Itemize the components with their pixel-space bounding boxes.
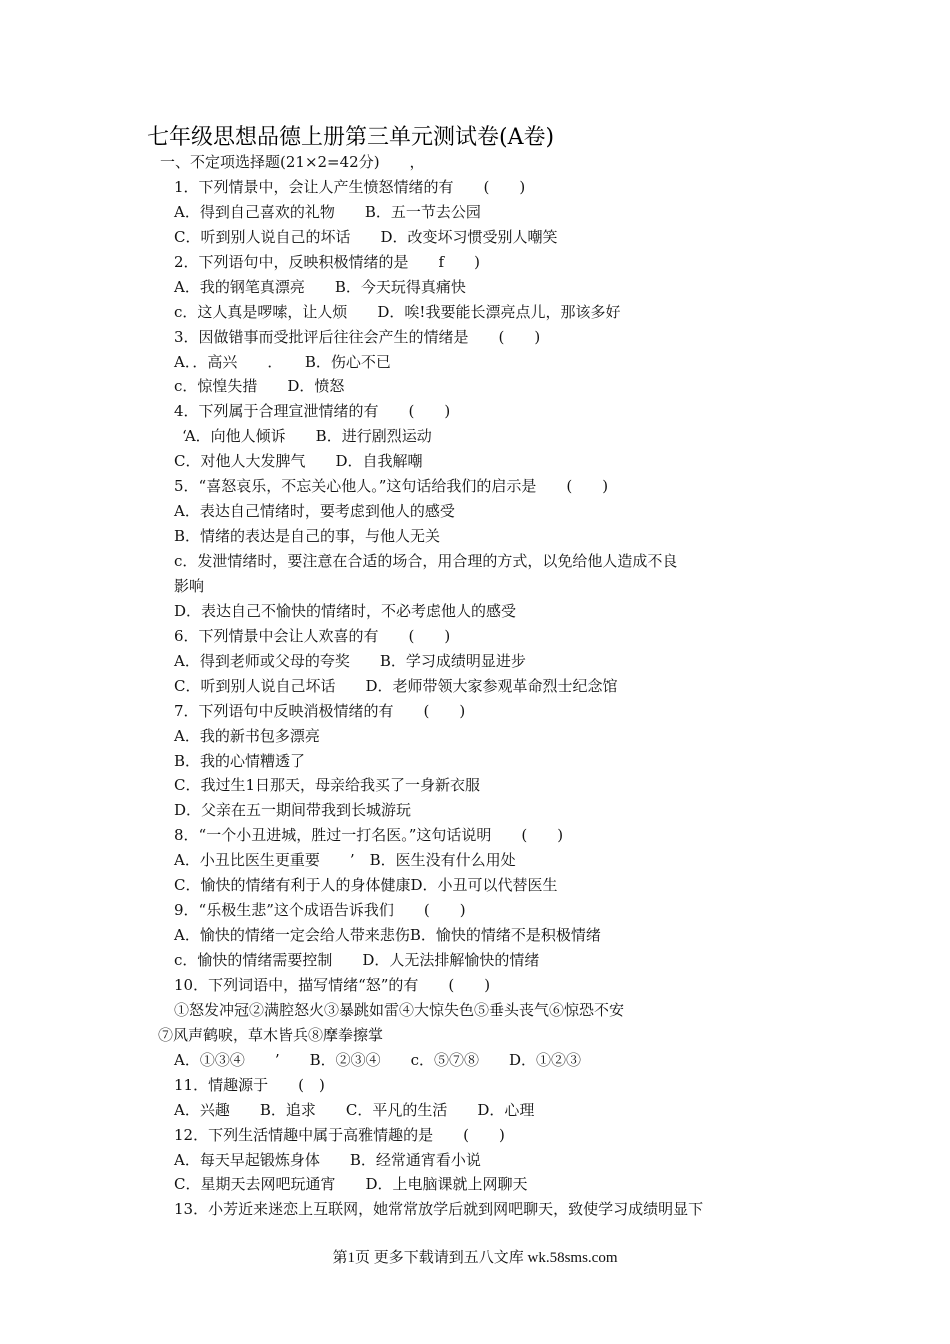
question-line: 6．下列情景中会让人欢喜的有 ( ) [174,626,451,645]
question-line: 8．“一个小丑进城，胜过一打名医。”这句话说明 ( ) [174,826,564,845]
question-line: ①怒发冲冠②满腔怒火③暴跳如雷④大惊失色⑤垂头丧气⑥惊恐不安 [174,1000,625,1019]
question-line: A．①③④ ’ B．②③④ c．⑤⑦⑧ D．①②③ [174,1050,582,1069]
question-lines [0,150,950,1222]
question-line: A．得到自己喜欢的礼物 B．五一节去公园 [174,202,481,221]
question-line: A．愉快的情绪一定会给人带来悲伤B．愉快的情绪不是积极情绪 [174,926,601,945]
question-line: B．情绪的表达是自己的事，与他人无关 [174,527,441,546]
question-line: A．我的钢笔真漂亮 B．今天玩得真痛快 [174,277,466,296]
page-title: 七年级思想品德上册第三单元测试卷(A卷) [147,125,555,150]
question-line: ⑦风声鹤唳，草木皆兵⑧摩拳擦掌 [158,1025,384,1044]
question-line: A．得到老师或父母的夸奖 B．学习成绩明显进步 [174,651,526,670]
question-line: C．愉快的情绪有利于人的身体健康D．小丑可以代替医生 [174,876,558,895]
question-line: 3．因做错事而受批评后往往会产生的情绪是 ( ) [174,327,541,346]
question-line: C．对他人大发脾气 D．自我解嘲 [174,452,423,471]
question-line: B．我的心情糟透了 [174,751,306,770]
question-line: 11．情趣源于 ( ) [174,1075,325,1094]
page-footer: 第1页 更多下载请到五八文库 wk.58sms.com [332,1250,618,1266]
question-line: A．．高兴 ． B．伤心不已 [174,352,391,371]
question-line: c．惊惶失措 D．愤怒 [174,377,345,396]
question-line: c．愉快的情绪需要控制 D．人无法排解愉快的情绪 [174,951,540,969]
question-line: c．发泄情绪时，要注意在合适的场合，用合理的方式，以免给他人造成不良 [174,552,678,570]
question-line: c．这人真是啰嗦，让人烦 D．唉!我要能长漂亮点儿，那该多好 [174,302,621,321]
question-line: C．星期天去网吧玩通宵 D．上电脑课就上网聊天 [174,1175,528,1194]
question-line: C．听到别人说自己的坏话 D．改变坏习惯受别人嘲笑 [174,227,558,246]
question-line: 5．“喜怒哀乐，不忘关心他人。”这句话给我们的启示是 ( ) [174,477,609,496]
section-heading: 一、不定项选择题(21×2=42分) ， [160,153,425,171]
question-line: A．每天早起锻炼身体 B．经常通宵看小说 [174,1150,481,1169]
question-line: 影响 [174,576,205,595]
question-line: 1．下列情景中，会让人产生愤怒情绪的有 ( ) [174,177,526,196]
question-line: 13．小芳近来迷恋上互联网，她常常放学后就到网吧聊天，致使学习成绩明显下 [174,1200,704,1219]
question-line: D．表达自己不愉快的情绪时，不必考虑他人的感受 [174,601,517,620]
question-line: A．我的新书包多漂亮 [174,726,320,745]
question-line: D．父亲在五一期间带我到长城游玩 [174,801,412,820]
question-line: C．听到别人说自己坏话 D．老师带领大家参观革命烈士纪念馆 [174,676,618,695]
question-line: 4．下列属于合理宣泄情绪的有 ( ) [174,402,451,421]
question-line: 10．下列词语中，描写情绪“怒”的有 ( ) [174,975,491,994]
question-line: A．小丑比医生更重要 ’ B．医生没有什么用处 [174,851,516,870]
question-line: A．兴趣 B．追求 C．平凡的生活 D．心理 [174,1100,535,1119]
question-line: 12．下列生活情趣中属于高雅情趣的是 ( ) [174,1125,505,1144]
question-line: A．表达自己情绪时，要考虑到他人的感受 [174,502,455,521]
question-line: ‘A．向他人倾诉 B．进行剧烈运动 [182,427,432,446]
question-line: C．我过生1日那天，母亲给我买了一身新衣服 [174,776,481,795]
question-line: 9．“乐极生悲”这个成语告诉我们 ( ) [174,901,466,920]
question-line: 2．下列语句中，反映积极情绪的是 f ) [174,252,480,271]
question-line: 7．下列语句中反映消极情绪的有 ( ) [174,701,466,720]
